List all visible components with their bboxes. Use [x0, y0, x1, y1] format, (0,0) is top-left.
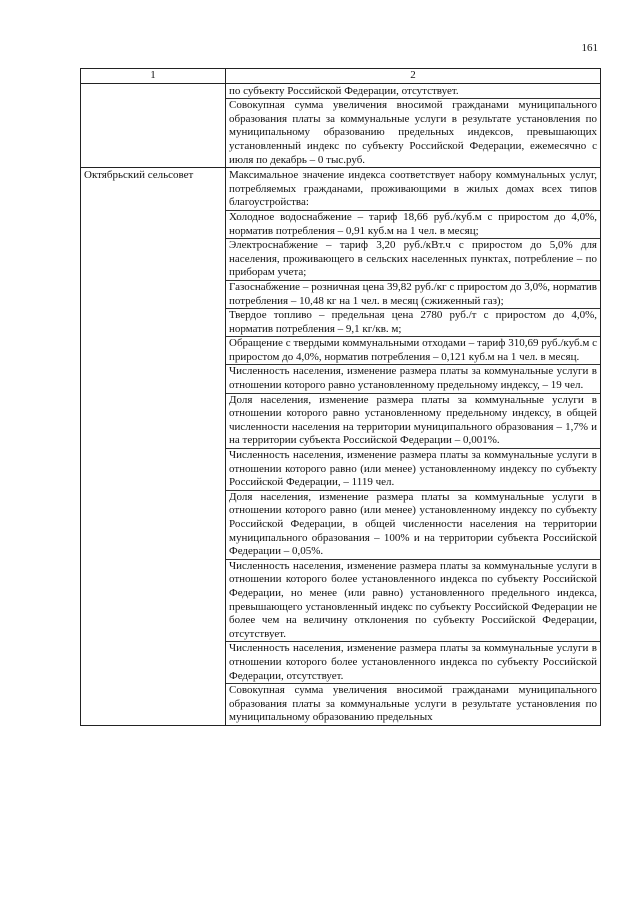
- list-item: Электроснабжение – тариф 3,20 руб./кВт.ч с приростом до 5,0% для населения, проживающего в сельских населенных пунктах, потребление – по приборам учета;: [226, 239, 600, 281]
- list-item: Численность населения, изменение размера платы за коммунальные услуги в отношении которого равно установленному предельному индексу, – 19 чел.: [226, 365, 600, 393]
- column-header-1: 1: [81, 69, 226, 84]
- list-item: Численность населения, изменение размера платы за коммунальные услуги в отношении которого равно (или менее) установленному индексу по субъекту Российской Федерации, – 1119 чел.: [226, 449, 600, 491]
- list-item: Газоснабжение – розничная цена 39,82 руб./кг с приростом до 3,0%, норматив потребления – 10,48 кг на 1 чел. в месяц (сжиженный газ);: [226, 281, 600, 309]
- list-item: Обращение с твердыми коммунальными отходами – тариф 310,69 руб./куб.м с приростом до 4,0%, норматив потребления – 0,121 куб.м на 1 чел. в месяц.: [226, 337, 600, 365]
- list-item: Доля населения, изменение размера платы за коммунальные услуги в отношении которого равно установленному предельному индексу, в общей численности населения на территории муниципального образования – 1,7% и на территории субъекта Российской Федерации – 0,001%.: [226, 394, 600, 449]
- list-item: Максимальное значение индекса соответствует набору коммунальных услуг, потребляемых гражданами, проживающими в жилых домах всех типов благоустройства:: [226, 169, 600, 211]
- list-item: по субъекту Российской Федерации, отсутствует.: [226, 85, 600, 100]
- region-cell: [81, 83, 226, 168]
- list-item: Твердое топливо – предельная цена 2780 руб./т с приростом до 4,0%, норматив потребления – 9,1 кг/кв. м;: [226, 309, 600, 337]
- list-item: Совокупная сумма увеличения вносимой гражданами муниципального образования платы за коммунальные услуги в результате установления по муниципальному образованию предельных индексов, превышающих установленный индекс по субъекту Российской Федерации, ежемесячно с июля по декабрь – 0 тыс.руб.: [229, 99, 597, 166]
- table-row: [81, 83, 601, 168]
- details-cell: [226, 168, 601, 726]
- details-cell: [226, 83, 601, 168]
- list-item: Совокупная сумма увеличения вносимой гражданами муниципального образования платы за коммунальные услуги в результате установления по муниципальному образованию предельных: [229, 684, 597, 724]
- list-item: Численность населения, изменение размера платы за коммунальные услуги в отношении которого более установленного индекса по субъекту Российской Федерации, но менее (или равно) установленного предельного индекса, превышающего установленный индекс по субъекту Российской Федерации не более чем на величину отклонения по субъекту Российской Федерации, отсутствует.: [226, 560, 600, 643]
- region-cell: Октябрьский сельсовет: [81, 168, 226, 726]
- index-table: [80, 68, 601, 726]
- list-item: Холодное водоснабжение – тариф 18,66 руб./куб.м с приростом до 4,0%, норматив потребления – 0,91 куб.м на 1 чел. в месяц;: [226, 211, 600, 239]
- list-item: Численность населения, изменение размера платы за коммунальные услуги в отношении которого более установленного индекса по субъекту Российской Федерации, отсутствует.: [226, 642, 600, 684]
- table-header-row: [81, 69, 601, 84]
- column-header-2: 2: [226, 69, 601, 84]
- page-number: 161: [581, 42, 598, 54]
- list-item: Доля населения, изменение размера платы за коммунальные услуги в отношении которого равно (или менее) установленному индексу по субъекту Российской Федерации, в общей численности населения на территории муниципального образования – 100% и на территории субъекта Российской Федерации – 0,05%.: [226, 491, 600, 560]
- table-row: [81, 168, 601, 726]
